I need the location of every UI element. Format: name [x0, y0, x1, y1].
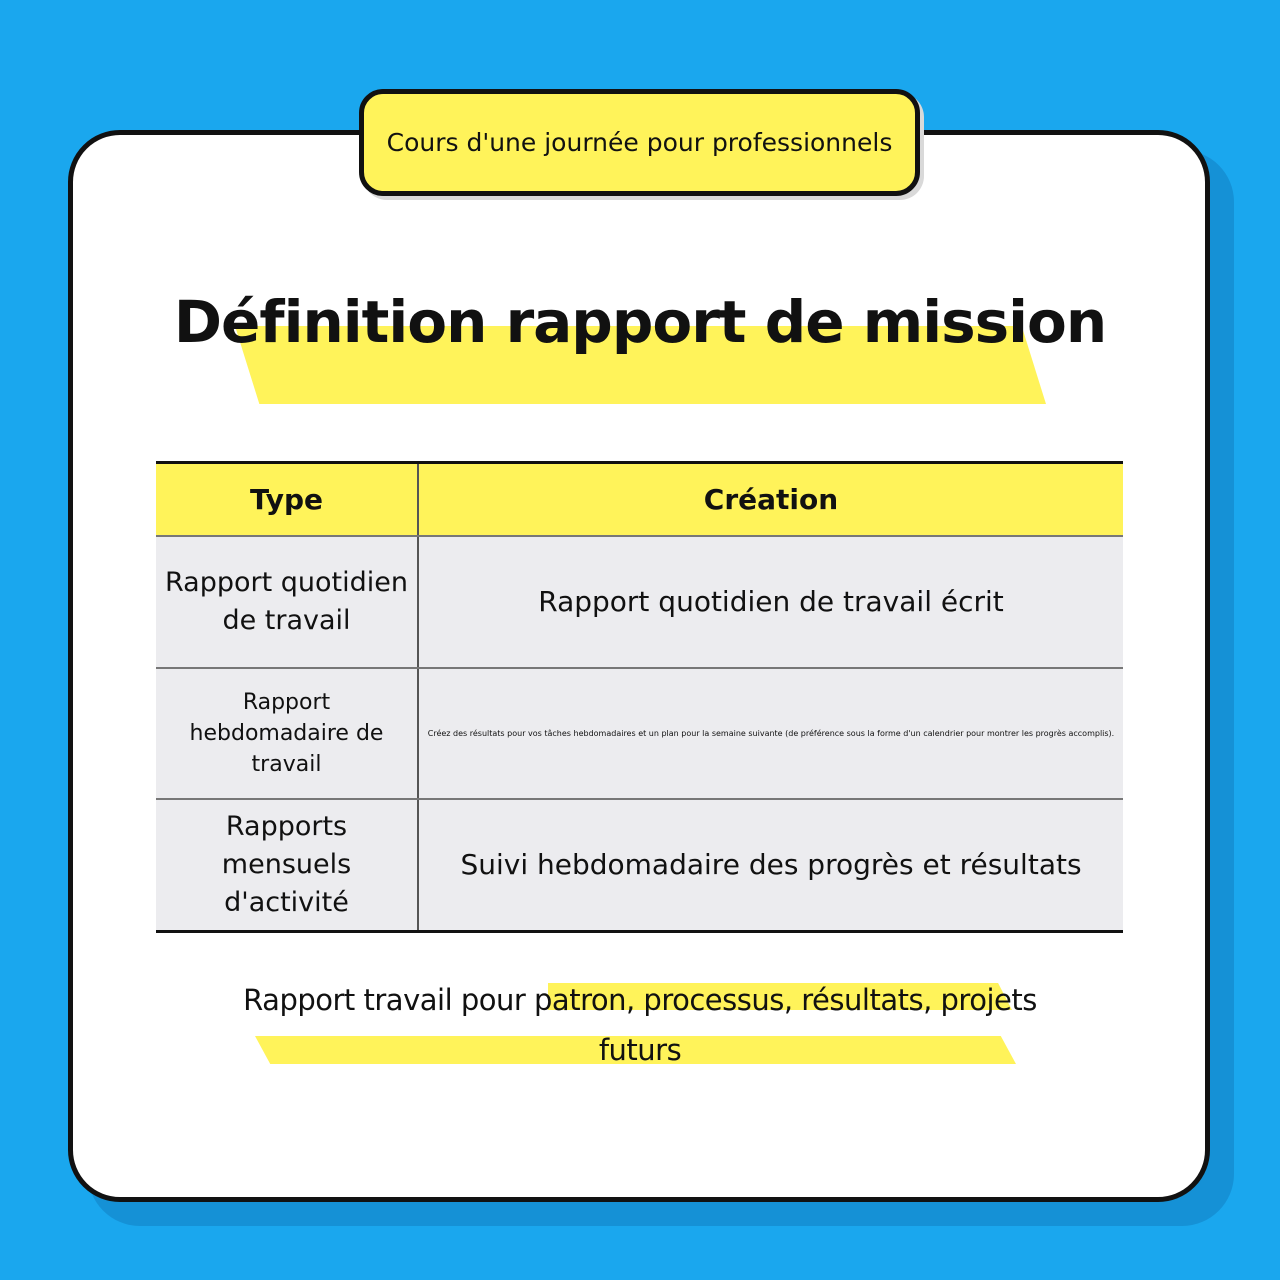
course-badge [359, 89, 920, 196]
creation-cell: Suivi hebdomadaire des progrès et résultats [418, 799, 1123, 932]
type-cell: Rapports mensuels d'activité [156, 799, 418, 932]
column-header-creation: Création [418, 463, 1123, 537]
type-cell: Rapport hebdomadaire de travail [156, 668, 418, 799]
page-title: Définition rapport de mission [173, 288, 1107, 356]
course-badge-text: Cours d'une journée pour professionnels [386, 128, 893, 157]
creation-cell: Créez des résultats pour vos tâches hebdomadaires et un plan pour la semaine suivante (de préférence sous la forme d'un calendrier pour montrer les progrès accomplis). [418, 668, 1123, 799]
table-row [156, 668, 1123, 799]
creation-cell: Rapport quotidien de travail écrit [418, 536, 1123, 668]
table-row [156, 536, 1123, 668]
table-row [156, 799, 1123, 932]
footer-caption: Rapport travail pour patron, processus, résultats, projets futurs [243, 983, 1037, 1067]
table-header-row [156, 463, 1123, 537]
type-cell: Rapport quotidien de travail [156, 536, 418, 668]
definition-table [156, 461, 1123, 933]
column-header-type: Type [156, 463, 418, 537]
